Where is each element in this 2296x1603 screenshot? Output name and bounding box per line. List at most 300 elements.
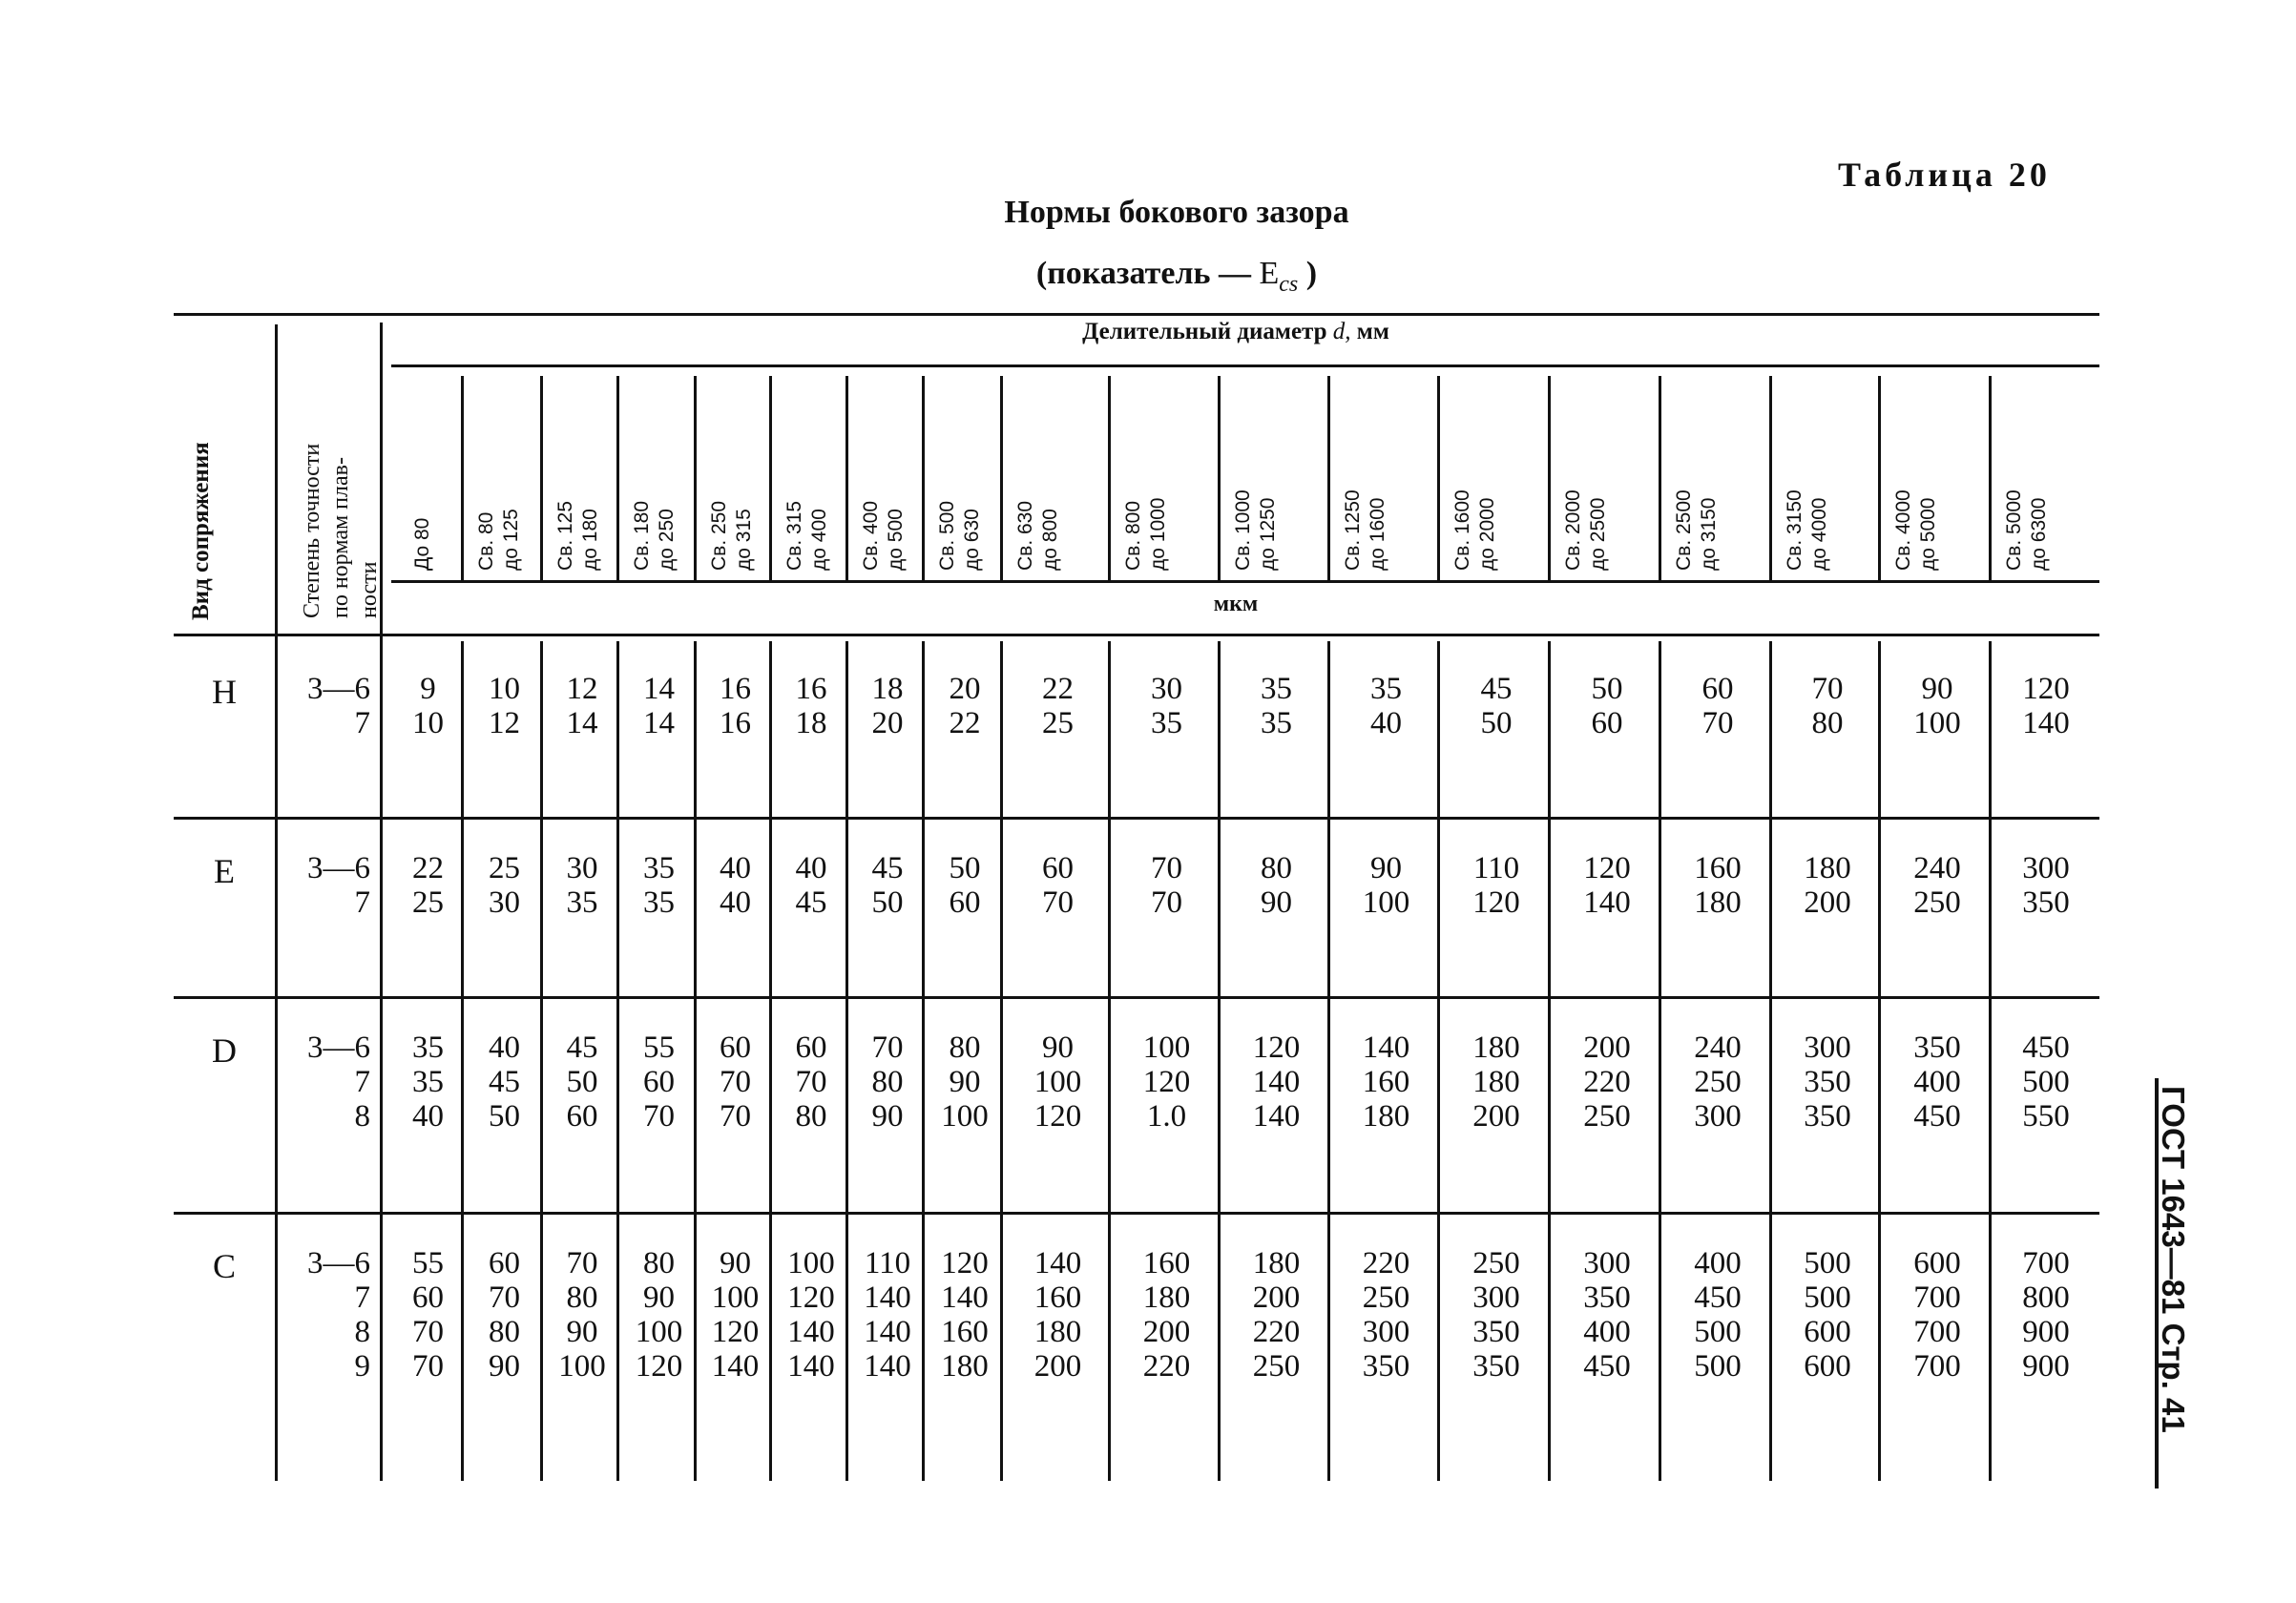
value-cell: 70 [795,1065,827,1099]
value-cell: 350 [1804,1099,1851,1134]
value-cell: 90 [1042,1030,1074,1065]
column-header-18 [2002,489,2052,571]
accuracy-degree: 7 [354,706,370,740]
table-top-rule [174,313,2099,316]
column-header-6 [783,501,832,571]
value-cell: 120 [711,1315,760,1349]
value-cell: 80 [871,1065,904,1099]
column-header-15 [1672,489,1722,571]
column-header-line: Св. 800 [1122,500,1144,571]
column-header-2 [474,509,524,571]
value-cell: 40 [720,851,751,885]
accuracy-degree: 9 [354,1349,370,1384]
value-cell: 45 [871,851,904,885]
value-cell: 16 [720,706,751,740]
value-cell: 160 [941,1315,989,1349]
value-cell: 80 [795,1099,827,1134]
value-cell: 90 [1370,851,1402,885]
value-cell: 160 [1033,1280,1082,1315]
value-cell: 700 [1913,1315,1961,1349]
value-cell: 140 [787,1349,835,1384]
value-cell: 250 [1252,1349,1301,1384]
value-cell: 30 [489,885,520,920]
value-cell: 120 [2022,672,2070,706]
column-header-line: до 1600 [1367,497,1388,571]
value-cell: 40 [489,1030,520,1065]
column-header-line: Св. 500 [936,500,958,571]
value-cell: 600 [1913,1246,1961,1280]
value-cell: 350 [1362,1349,1410,1384]
value-cell: 60 [1701,672,1734,706]
value-cell: 220 [1252,1315,1301,1349]
column-rule-header-5 [769,376,772,580]
value-cell: 450 [2022,1030,2070,1065]
value-cell: 200 [1804,885,1851,920]
subtitle-symbol: $E_{cs}$ [1259,256,1299,297]
column-rule-header-13 [1548,376,1551,580]
column-rule-header-1 [461,376,464,580]
value-cell: 120 [1472,885,1520,920]
value-cell: 550 [2022,1099,2070,1134]
column-rule-header-3 [616,376,619,580]
column-rule-header-10 [1218,376,1221,580]
value-cell: 250 [1362,1280,1410,1315]
value-cell: 80 [1261,851,1292,885]
value-cell: 70 [1701,706,1734,740]
value-cell: 35 [643,851,675,885]
value-cell: 100 [635,1315,683,1349]
value-cell: 400 [1694,1246,1742,1280]
value-cell: 10 [412,706,444,740]
column-header-5 [707,501,757,571]
column-header-7 [859,501,908,571]
value-cell: 250 [1583,1099,1631,1134]
value-cell: 60 [412,1280,444,1315]
value-cell: 70 [1151,885,1182,920]
value-cell: 350 [1472,1315,1520,1349]
table-number-label: Таблица 20 [1838,156,2051,194]
column-rule-header-15 [1769,376,1772,580]
value-cell: 12 [566,672,598,706]
value-cell: 700 [2022,1246,2070,1280]
value-cell: 400 [1913,1065,1961,1099]
vid-column-rule [275,324,278,1481]
value-cell: 200 [1252,1280,1301,1315]
value-cell: 140 [1583,885,1631,920]
value-cell: 60 [566,1099,598,1134]
column-header-line: Св. 180 [631,500,653,571]
value-cell: 60 [720,1030,751,1065]
value-cell: 300 [1472,1280,1520,1315]
column-header-14 [1561,489,1611,571]
value-cell: 450 [1913,1099,1961,1134]
value-cell: 160 [1362,1065,1410,1099]
column-header-9 [1013,501,1063,571]
accuracy-degree: 7 [354,1280,370,1315]
degree-header-line: ности [357,561,382,618]
accuracy-degree: 8 [354,1315,370,1349]
column-header-17 [1891,489,1941,571]
column-header-8 [935,501,985,571]
column-header-line: до 1250 [1257,497,1279,571]
accuracy-degree: 7 [354,1065,370,1099]
column-header-16 [1783,489,1832,571]
value-cell: 16 [720,672,751,706]
value-cell: 35 [1261,672,1292,706]
value-cell: 50 [1591,672,1623,706]
value-cell: 140 [864,1280,911,1315]
value-cell: 70 [643,1099,675,1134]
column-header-line: до 630 [961,509,983,571]
header-degree [298,444,384,618]
mating-type-C: C [212,1247,236,1285]
accuracy-degree: 3—6 [307,1030,370,1065]
value-cell: 55 [643,1030,675,1065]
value-cell: 600 [1804,1349,1851,1384]
column-rule-header-17 [1989,376,1992,580]
value-cell: 100 [711,1280,760,1315]
column-header-10 [1121,498,1171,571]
value-cell: 250 [1694,1065,1742,1099]
value-cell: 350 [1804,1065,1851,1099]
mating-type-H: H [212,673,237,711]
column-rule-header-4 [694,376,697,580]
subtitle-prefix: (показатель — [1035,256,1251,291]
value-cell: 100 [941,1099,989,1134]
value-cell: 25 [1042,706,1074,740]
value-cell: 60 [643,1065,675,1099]
value-cell: 45 [795,885,827,920]
value-cell: 140 [787,1315,835,1349]
column-header-line: до 1000 [1147,497,1169,571]
value-cell: 70 [1811,672,1844,706]
value-cell: 350 [1472,1349,1520,1384]
value-cell: 900 [2022,1349,2070,1384]
value-cell: 55 [412,1246,444,1280]
value-cell: 250 [1913,885,1961,920]
value-cell: 900 [2022,1315,2070,1349]
column-rule-header-14 [1659,376,1661,580]
value-cell: 500 [1694,1349,1742,1384]
value-cell: 40 [412,1099,444,1134]
column-header-4 [630,501,679,571]
value-cell: 100 [1033,1065,1082,1099]
value-cell: 110 [864,1246,911,1280]
value-cell: 70 [412,1315,444,1349]
value-cell: 350 [2022,885,2070,920]
column-header-13 [1451,489,1500,571]
column-header-line: до 250 [656,509,678,571]
value-cell: 180 [1033,1315,1082,1349]
value-cell: 300 [1362,1315,1410,1349]
column-header-line: до 5000 [1917,497,1939,571]
value-cell: 100 [1913,706,1961,740]
value-cell: 120 [1033,1099,1082,1134]
column-header-line: Св. 1000 [1232,489,1254,571]
value-cell: 240 [1913,851,1961,885]
value-cell: 700 [1913,1349,1961,1384]
value-cell: 35 [1151,706,1182,740]
value-cell: 16 [795,672,827,706]
column-header-line: Св. 80 [475,511,497,571]
column-header-line: до 800 [1039,509,1061,571]
value-cell: 80 [489,1315,520,1349]
value-cell: 50 [949,851,981,885]
header-unit: мкм [1213,592,1259,616]
value-cell: 140 [864,1315,911,1349]
value-cell: 300 [1583,1246,1631,1280]
header-diameter: Делительный диаметр d, мм [1082,319,1389,344]
value-cell: 800 [2022,1280,2070,1315]
value-cell: 60 [949,885,981,920]
value-cell: 500 [2022,1065,2070,1099]
value-cell: 110 [1472,851,1520,885]
value-cell: 60 [795,1030,827,1065]
value-cell: 70 [720,1099,751,1134]
column-rule-header-7 [922,376,925,580]
value-cell: 40 [720,885,751,920]
accuracy-degree: 8 [354,1099,370,1134]
mating-type-E: E [214,852,235,890]
value-cell: 60 [1591,706,1623,740]
accuracy-degree: 3—6 [307,672,370,706]
value-cell: 90 [489,1349,520,1384]
value-cell: 200 [1472,1099,1520,1134]
value-cell: 9 [420,672,436,706]
value-cell: 22 [1042,672,1074,706]
value-cell: 22 [949,706,981,740]
value-cell: 450 [1694,1280,1742,1315]
value-cell: 25 [489,851,520,885]
value-cell: 35 [1261,706,1292,740]
column-rule-header-11 [1327,376,1330,580]
value-cell: 70 [489,1280,520,1315]
column-header-line: до 2500 [1587,497,1609,571]
accuracy-degree: 3—6 [307,851,370,885]
value-cell: 35 [643,885,675,920]
value-cell: 1.0 [1146,1099,1187,1134]
column-header-11 [1231,489,1281,571]
column-header-line: Св. 4000 [1892,489,1914,571]
header-vid-sopryazheniya: Вид сопряжения [188,442,214,620]
value-cell: 90 [1921,672,1953,706]
column-header-line: до 125 [500,509,522,571]
column-header-line: Св. 400 [860,500,882,571]
value-cell: 50 [1480,706,1513,740]
column-header-line: до 315 [733,509,755,571]
header-bottom-rule [174,634,2099,636]
value-cell: 35 [412,1065,444,1099]
value-cell: 180 [1472,1030,1520,1065]
column-header-line: до 3150 [1698,497,1720,571]
value-cell: 40 [1370,706,1402,740]
value-cell: 35 [1370,672,1402,706]
value-cell: 70 [412,1349,444,1384]
column-rule-header-2 [540,376,543,580]
column-header-line: Св. 3150 [1784,489,1805,571]
mating-type-D: D [212,1031,237,1070]
value-cell: 30 [566,851,598,885]
value-cell: 120 [1252,1030,1301,1065]
value-cell: 70 [1151,851,1182,885]
value-cell: 40 [795,851,827,885]
value-cell: 180 [1694,885,1742,920]
value-cell: 18 [871,672,904,706]
column-header-line: до 2000 [1476,497,1498,571]
value-cell: 14 [643,706,675,740]
value-cell: 180 [1362,1099,1410,1134]
value-cell: 500 [1804,1246,1851,1280]
value-cell: 300 [2022,851,2070,885]
column-header-line: Св. 5000 [2003,489,2025,571]
value-cell: 25 [412,885,444,920]
value-cell: 140 [941,1280,989,1315]
value-cell: 180 [1472,1065,1520,1099]
degree-header-line: Степень точности [300,443,324,618]
value-cell: 50 [871,885,904,920]
value-cell: 220 [1362,1246,1410,1280]
value-cell: 500 [1804,1280,1851,1315]
value-cell: 180 [1252,1246,1301,1280]
value-cell: 60 [1042,851,1074,885]
column-rule-header-8 [1000,376,1003,580]
value-cell: 120 [1583,851,1631,885]
value-cell: 200 [1142,1315,1191,1349]
value-cell: 90 [949,1065,981,1099]
value-cell: 90 [566,1315,598,1349]
value-cell: 18 [795,706,827,740]
column-header-line: Св. 1600 [1451,489,1473,571]
value-cell: 200 [1583,1030,1631,1065]
value-cell: 12 [489,706,520,740]
column-rule-header-6 [845,376,848,580]
value-cell: 20 [949,672,981,706]
column-rule-header-16 [1878,376,1881,580]
degree-header-line: по нормам плав- [328,457,353,618]
value-cell: 80 [949,1030,981,1065]
value-cell: 140 [711,1349,760,1384]
value-cell: 45 [566,1030,598,1065]
value-cell: 220 [1142,1349,1191,1384]
value-cell: 180 [1142,1280,1191,1315]
value-cell: 45 [1480,672,1513,706]
value-cell: 80 [1811,706,1844,740]
value-cell: 70 [871,1030,904,1065]
value-cell: 45 [489,1065,520,1099]
value-cell: 350 [1913,1030,1961,1065]
value-cell: 20 [871,706,904,740]
value-cell: 240 [1694,1030,1742,1065]
value-cell: 140 [2022,706,2070,740]
value-cell: 140 [1033,1246,1082,1280]
value-cell: 140 [1252,1099,1301,1134]
column-header-1 [410,518,435,571]
value-cell: 160 [1142,1246,1191,1280]
column-header-line: до 4000 [1808,497,1830,571]
value-cell: 90 [720,1246,751,1280]
value-cell: 50 [489,1099,520,1134]
value-cell: 70 [720,1065,751,1099]
accuracy-degree: 7 [354,885,370,920]
column-header-line: до 6300 [2028,497,2050,571]
value-cell: 700 [1913,1280,1961,1315]
value-cell: 400 [1583,1315,1631,1349]
value-cell: 100 [1362,885,1410,920]
value-cell: 100 [1142,1030,1191,1065]
value-cell: 160 [1694,851,1742,885]
unit-header-rule [391,580,2099,583]
value-cell: 180 [1804,851,1851,885]
value-cell: 140 [864,1349,911,1384]
value-cell: 100 [787,1246,835,1280]
value-cell: 80 [566,1280,598,1315]
value-cell: 30 [1151,672,1182,706]
value-cell: 350 [1583,1280,1631,1315]
value-cell: 120 [635,1349,683,1384]
value-cell: 22 [412,851,444,885]
value-cell: 140 [1362,1030,1410,1065]
value-cell: 14 [643,672,675,706]
value-cell: 220 [1583,1065,1631,1099]
column-header-line: Св. 315 [783,500,805,571]
subtitle-suffix: ) [1305,256,1318,291]
column-header-line: Св. 2500 [1673,489,1695,571]
column-header-line: Св. 250 [708,500,730,571]
value-cell: 90 [643,1280,675,1315]
page-footer-standard: ГОСТ 1643—81 Стр. 41 [2156,1086,2191,1433]
value-cell: 250 [1472,1246,1520,1280]
value-cell: 300 [1694,1099,1742,1134]
value-cell: 50 [566,1065,598,1099]
value-cell: 60 [489,1246,520,1280]
diameter-header-rule [391,364,2099,367]
value-cell: 500 [1694,1315,1742,1349]
column-header-line: до 180 [579,509,601,571]
value-cell: 35 [412,1030,444,1065]
value-cell: 90 [1261,885,1292,920]
value-cell: 10 [489,672,520,706]
value-cell: 140 [1252,1065,1301,1099]
column-rule-header-9 [1108,376,1111,580]
column-header-line: Св. 630 [1014,500,1036,571]
value-cell: 70 [1042,885,1074,920]
value-cell: 90 [871,1099,904,1134]
value-cell: 180 [941,1349,989,1384]
value-cell: 600 [1804,1315,1851,1349]
value-cell: 120 [787,1280,835,1315]
value-cell: 100 [558,1349,606,1384]
value-cell: 14 [566,706,598,740]
value-cell: 200 [1033,1349,1082,1384]
column-header-line: до 400 [808,509,830,571]
value-cell: 120 [1142,1065,1191,1099]
value-cell: 35 [566,885,598,920]
accuracy-degree: 3—6 [307,1246,370,1280]
column-header-line: Св. 125 [554,500,576,571]
value-cell: 300 [1804,1030,1851,1065]
value-cell: 120 [941,1246,989,1280]
column-header-line: Св. 2000 [1562,489,1584,571]
column-header-line: до 500 [885,509,907,571]
value-cell: 70 [566,1246,598,1280]
column-header-12 [1341,489,1390,571]
column-header-line: Св. 1250 [1342,489,1364,571]
column-header-line: До 80 [411,517,433,571]
table-title: Нормы бокового зазора [1004,195,1349,230]
column-rule-header-12 [1437,376,1440,580]
value-cell: 450 [1583,1349,1631,1384]
value-cell: 80 [643,1246,675,1280]
